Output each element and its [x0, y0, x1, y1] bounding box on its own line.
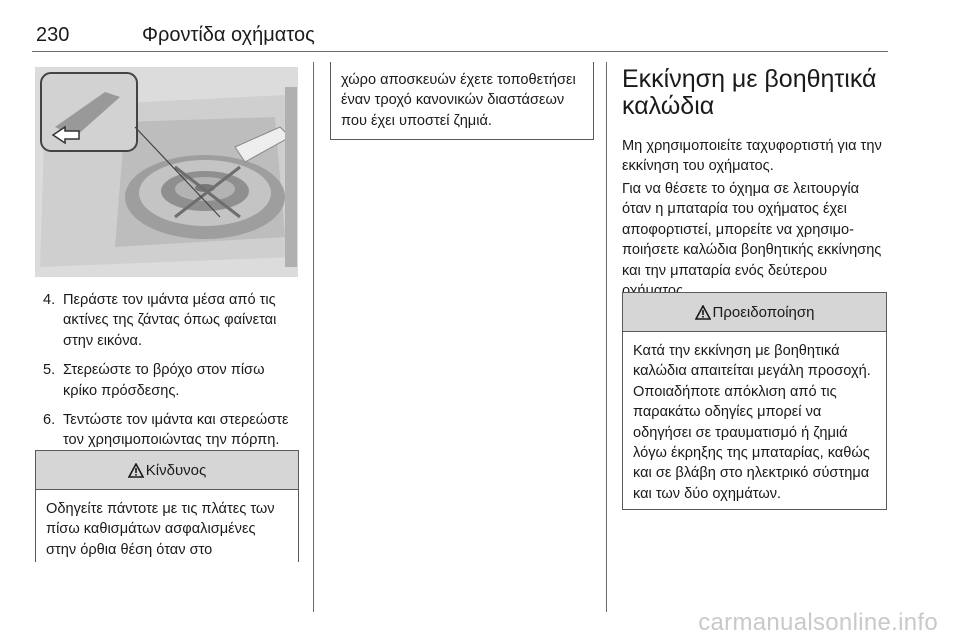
- step-number: 4.: [43, 292, 56, 308]
- continuation-text: χώρο αποσκευών έχετε τοποθετήσει έναν τροχό κανονικών διαστάσεων που έχει υποστεί ζημιά.: [341, 72, 576, 129]
- watermark: carmanualsonline.info: [698, 609, 938, 636]
- warning-triangle-icon: [695, 305, 711, 320]
- page-header: [32, 22, 888, 52]
- section-heading: Εκκίνηση με βοηθητικά καλώδια: [622, 65, 877, 120]
- step-text: Περάστε τον ιμάντα μέσα από τις ακτίνες της ζάντας όπως φαίνεται στην εικόνα.: [63, 292, 277, 349]
- danger-box: [35, 450, 299, 562]
- section-title: Φροντίδα οχήματος: [142, 24, 315, 46]
- spare-wheel-illustration: [35, 67, 298, 277]
- danger-box-body: Οδηγείτε πάντοτε με τις πλάτες των πίσω καθισμάτων ασφαλισμένες στην όρθια θέση όταν στο: [46, 501, 275, 558]
- instruction-steps: [35, 290, 298, 460]
- step-number: 6.: [43, 412, 56, 429]
- page-number: 230: [36, 24, 70, 46]
- paragraph: Μη χρησιμοποιείτε ταχυφορτιστή για την εκκίνηση του οχήματος.: [622, 138, 882, 175]
- warning-box-title: Προειδοποίηση: [712, 303, 815, 321]
- warning-triangle-icon: [128, 463, 144, 478]
- step-number: 5.: [43, 362, 56, 379]
- header-divider: [32, 51, 888, 52]
- column-divider-right: [606, 62, 607, 612]
- list-item: [35, 360, 298, 401]
- warning-box-header: [623, 293, 886, 332]
- danger-box-header: [36, 451, 298, 490]
- warning-box: [622, 292, 887, 510]
- column-divider-left: [313, 62, 314, 612]
- step-text: Στερεώστε το βρόχο στον πίσω κρίκο πρόσδεσης.: [63, 362, 265, 399]
- danger-box-continuation: [330, 62, 594, 140]
- warning-box-body: Κατά την εκκίνηση με βοηθητικά καλώδια απαιτείται μεγάλη προσοχή. Οποιαδήποτε απόκλιση από τις παρακάτω οδηγίες μπορεί να οδηγήσει σε τραυματισμό ή ζημιά λόγω έκρηξης της μπαταρίας, καθώς και σε βλάβη στο ηλεκτρικό σύστημα και των δύο οχημάτων.: [633, 343, 871, 502]
- danger-box-title: Κίνδυνος: [145, 461, 207, 479]
- list-item: [35, 410, 298, 451]
- paragraph: Για να θέσετε το όχημα σε λειτουργία όταν η μπαταρία του οχήματος έχει αποφορτιστεί, μπορείτε να χρησιμοποιήσετε καλώδια βοηθητικής εκκίνησης και την μπαταρία ενός δεύτερου: [622, 181, 882, 279]
- step-text: Τεντώστε τον ιμάντα και στερεώστε τον χρησιμοποιώντας την πόρπη.: [63, 412, 289, 449]
- list-item: [35, 290, 298, 351]
